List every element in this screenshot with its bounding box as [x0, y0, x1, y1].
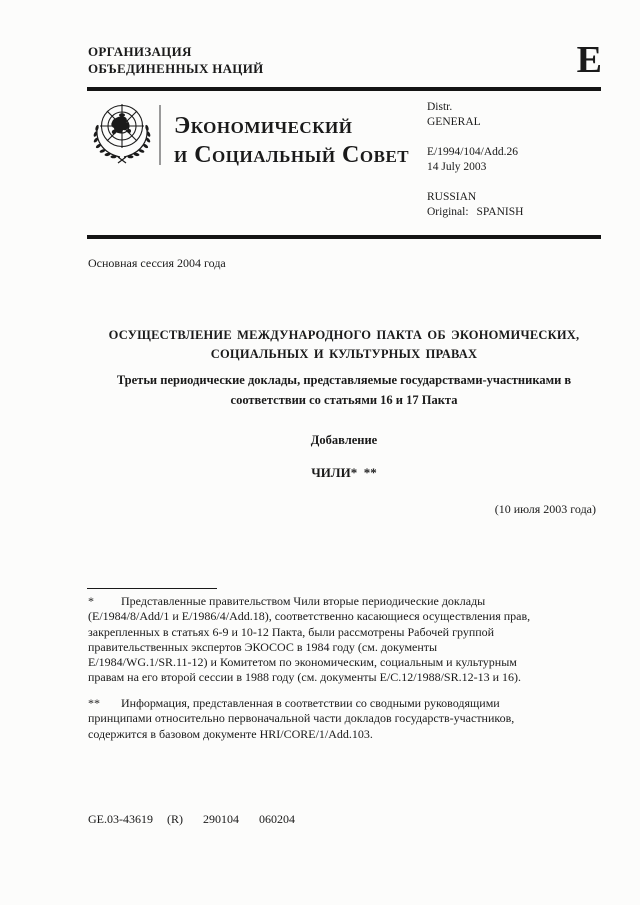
footnote-1-line6: правам на его второй сессии в 1988 году (см. документы E/C.12/1988/SR.12-13 и 16). [88, 670, 521, 685]
footnote-2-line2: принципами относительно первоначальной части докладов государств-участников, [88, 711, 515, 726]
doc-date: 14 July 2003 [427, 160, 487, 173]
footnote-2 [88, 696, 597, 742]
distr-group [427, 100, 523, 129]
doc-language: RUSSIAN [427, 191, 477, 203]
document-title-line1: ОСУЩЕСТВЛЕНИЕ МЕЖДУНАРОДНОГО ПАКТА ОБ ЭКОНОМИЧЕСКИХ, [108, 328, 580, 342]
footnote-2-line1 [88, 696, 597, 711]
footer-language-code: (R) [167, 812, 183, 826]
footer-reference [88, 812, 295, 827]
council-name-line2: и Социальный Совет [174, 141, 410, 168]
footnote-1-marker: * [88, 594, 94, 608]
council-name [174, 112, 409, 169]
footnote-1-line1 [88, 594, 597, 609]
footer-date-2: 060204 [259, 812, 295, 826]
session-line: Основная сессия 2004 года [88, 256, 226, 270]
document-subtitle-line1: Третьи периодические доклады, представляемые государствами-участниками в [116, 373, 572, 387]
emblem-divider [159, 105, 161, 165]
footnote-1-line3: закрепленных в статьях 6-9 и 10-12 Пакта, были рассмотрены Рабочей группой [88, 624, 495, 639]
footnote-1-text: Представленные правительством Чили вторые периодические доклады [121, 594, 486, 608]
org-name-line2: ОБЪЕДИНЕННЫХ НАЦИЙ [88, 60, 264, 76]
document-title-line2: СОЦИАЛЬНЫХ И КУЛЬТУРНЫХ ПРАВАХ [210, 346, 478, 361]
footnote-2-line3: содержится в базовом документе HRI/CORE/1/Add.103. [88, 726, 373, 741]
original-label: Original: [427, 205, 469, 218]
un-emblem-icon [86, 101, 158, 165]
footnote-1-line4: правительственных экспертов ЭКОСОС в 1984 году (см. документы [88, 639, 438, 654]
footnote-1-line5: E/1984/WG.1/SR.11-12) и Комитетом по экономическим, социальным и культурным [88, 655, 517, 670]
distr-type: GENERAL [427, 115, 481, 128]
document-subtitle-line2: соответствии со статьями 16 и 17 Пакта [230, 392, 458, 407]
council-name-line1: Экономический [174, 113, 353, 139]
document-subtitle [87, 371, 601, 410]
footer-date-1: 290104 [203, 812, 239, 826]
header-rule-top [87, 87, 601, 91]
footnote-2-text: Информация, представленная в соответствии со сводными руководящими [121, 696, 500, 710]
original-language: SPANISH [476, 205, 524, 218]
footnote-1-line2: (E/1984/8/Add/1 и E/1986/4/Add.18), соответственно касающиеся осуществления прав, [88, 609, 531, 624]
symbol-group [427, 145, 523, 174]
document-title [87, 326, 601, 363]
footnote-2-marker: ** [88, 696, 100, 710]
language-group [427, 190, 523, 219]
footnote-1 [88, 594, 597, 686]
footnote-separator [87, 588, 217, 589]
country-label: ЧИЛИ* ** [311, 465, 377, 480]
org-name-line1: ОРГАНИЗАЦИЯ [88, 44, 192, 59]
addendum-label: Добавление [310, 433, 378, 447]
doc-series-letter: E [576, 39, 602, 81]
doc-symbol: E/1994/104/Add.26 [427, 146, 519, 158]
date-line: (10 июля 2003 года) [494, 502, 596, 516]
header-rule-bottom [87, 235, 601, 239]
distr-label: Distr. [427, 101, 453, 113]
footer-ge-code: GE.03-43619 [88, 812, 153, 826]
org-name [88, 44, 264, 77]
original-language-line [427, 205, 523, 220]
distribution-block [427, 100, 523, 235]
